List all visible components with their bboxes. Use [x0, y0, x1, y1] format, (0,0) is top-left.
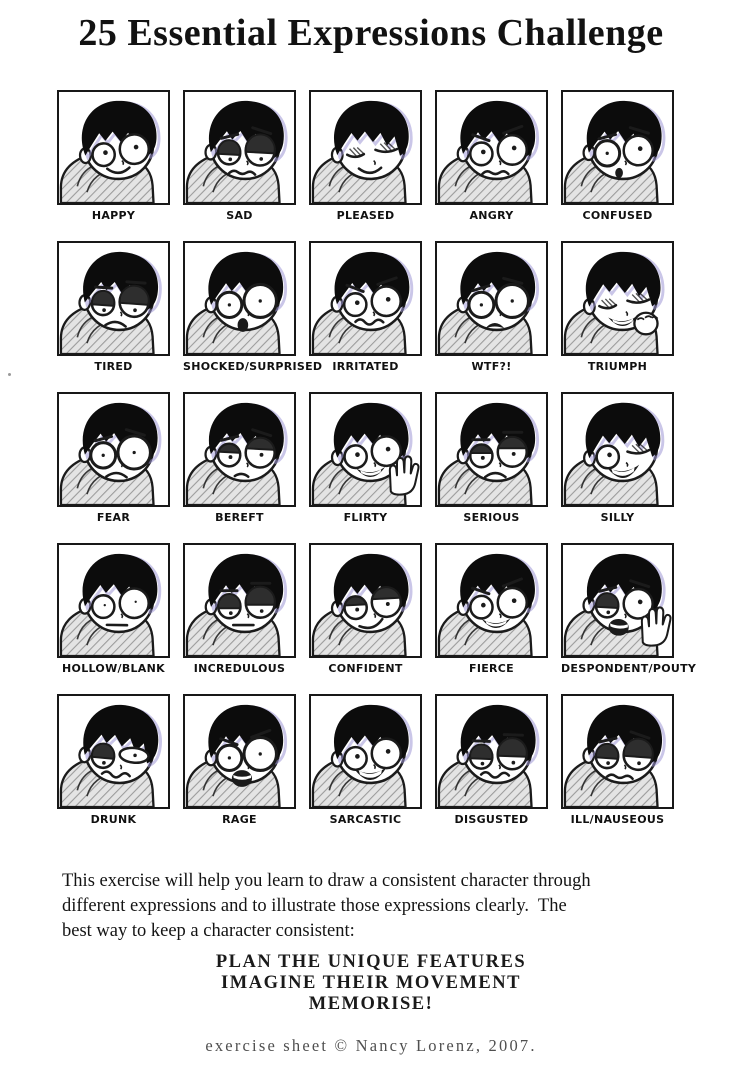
- character-face-drawing: [563, 394, 672, 505]
- expression-drawing-box: [309, 90, 422, 205]
- expression-label: CONFUSED: [582, 209, 653, 222]
- expression-drawing-box: [561, 392, 674, 507]
- expression-label: DESPONDENT/POUTY: [561, 662, 697, 675]
- character-face-drawing: [185, 243, 294, 354]
- expression-label: DISGUSTED: [454, 813, 529, 826]
- character-face-drawing: [563, 545, 672, 656]
- expression-cell: [435, 543, 548, 678]
- expression-drawing-box: [435, 392, 548, 507]
- expression-cell: [561, 241, 674, 376]
- expression-drawing-box: [561, 241, 674, 356]
- character-face-drawing: [311, 545, 420, 656]
- expression-label: PLEASED: [336, 209, 395, 222]
- expression-label: TRIUMPH: [587, 360, 648, 373]
- expression-drawing-box: [57, 694, 170, 809]
- expression-cell: [561, 543, 697, 678]
- expression-label: RAGE: [222, 813, 257, 826]
- expression-cell: [57, 392, 170, 527]
- expression-cell: [435, 392, 548, 527]
- character-face-drawing: [563, 696, 672, 807]
- exercise-description: [62, 869, 591, 944]
- expression-drawing-box: [435, 694, 548, 809]
- expression-drawing-box: [57, 241, 170, 356]
- expression-label: SILLY: [600, 511, 635, 524]
- expression-cell: [57, 241, 170, 376]
- expression-drawing-box: [309, 543, 422, 658]
- expression-drawing-box: [183, 694, 296, 809]
- description-line-3: best way to keep a character consistent:: [62, 920, 355, 941]
- expression-label: HAPPY: [91, 209, 136, 222]
- expression-cell: [309, 241, 422, 376]
- expression-drawing-box: [309, 694, 422, 809]
- expression-cell: [57, 694, 170, 829]
- expression-label: CONFIDENT: [328, 662, 403, 675]
- character-face-drawing: [311, 243, 420, 354]
- character-face-drawing: [437, 696, 546, 807]
- expression-drawing-box: [435, 90, 548, 205]
- expression-cell: [183, 241, 323, 376]
- stray-mark: [8, 373, 11, 376]
- expression-drawing-box: [183, 392, 296, 507]
- character-face-drawing: [563, 243, 672, 354]
- expression-label: INCREDULOUS: [193, 662, 286, 675]
- instruction-line-3: MEMORISE!: [308, 993, 434, 1014]
- expression-grid: [57, 90, 697, 829]
- expression-cell: [309, 694, 422, 829]
- expression-cell: [309, 90, 422, 225]
- expression-drawing-box: [57, 90, 170, 205]
- instruction-line-2: IMAGINE THEIR MOVEMENT: [221, 972, 521, 993]
- description-line-1: This exercise will help you learn to draw a consistent character through: [62, 871, 591, 891]
- expression-drawing-box: [561, 694, 674, 809]
- expression-label: FLIRTY: [343, 511, 388, 524]
- character-face-drawing: [311, 696, 420, 807]
- expression-drawing-box: [183, 90, 296, 205]
- expression-label: SERIOUS: [463, 511, 520, 524]
- expression-label: SARCASTIC: [329, 813, 402, 826]
- expression-cell: [435, 694, 548, 829]
- instruction-lines: [0, 952, 742, 1015]
- character-face-drawing: [185, 394, 294, 505]
- expression-drawing-box: [435, 241, 548, 356]
- expression-drawing-box: [435, 543, 548, 658]
- instruction-line-1: PLAN THE UNIQUE FEATURES: [215, 952, 527, 972]
- description-line-2: different expressions and to illustrate those expressions clearly. The: [62, 895, 567, 916]
- character-face-drawing: [185, 696, 294, 807]
- expression-label: BEREFT: [215, 511, 264, 524]
- character-face-drawing: [185, 545, 294, 656]
- character-face-drawing: [437, 243, 546, 354]
- expression-label: FEAR: [96, 511, 131, 524]
- expression-label: SAD: [226, 209, 253, 222]
- expression-cell: [183, 392, 296, 527]
- character-face-drawing: [563, 92, 672, 203]
- expression-label: ILL/NAUSEOUS: [570, 813, 665, 826]
- expression-label: WTF?!: [471, 360, 512, 373]
- expression-drawing-box: [57, 392, 170, 507]
- expression-cell: [561, 694, 674, 829]
- character-face-drawing: [437, 394, 546, 505]
- character-face-drawing: [59, 545, 168, 656]
- expression-cell: [183, 694, 296, 829]
- character-face-drawing: [437, 545, 546, 656]
- expression-drawing-box: [561, 543, 674, 658]
- expression-cell: [561, 392, 674, 527]
- character-face-drawing: [311, 92, 420, 203]
- copyright-credit: exercise sheet © Nancy Lorenz, 2007.: [205, 1036, 537, 1055]
- character-face-drawing: [59, 243, 168, 354]
- expression-drawing-box: [183, 241, 296, 356]
- expression-label: ANGRY: [469, 209, 514, 222]
- expression-cell: [561, 90, 674, 225]
- expression-drawing-box: [309, 241, 422, 356]
- character-face-drawing: [59, 394, 168, 505]
- expression-label: SHOCKED/SURPRISED: [183, 360, 323, 373]
- expression-drawing-box: [309, 392, 422, 507]
- expression-cell: [435, 90, 548, 225]
- character-face-drawing: [59, 92, 168, 203]
- expression-cell: [309, 543, 422, 678]
- character-face-drawing: [437, 92, 546, 203]
- character-face-drawing: [59, 696, 168, 807]
- expression-label: DRUNK: [90, 813, 137, 826]
- expression-cell: [183, 543, 296, 678]
- expression-cell: [435, 241, 548, 376]
- page-title: 25 Essential Expressions Challenge: [78, 12, 664, 54]
- expression-cell: [57, 543, 170, 678]
- expression-cell: [309, 392, 422, 527]
- character-face-drawing: [311, 394, 420, 505]
- expression-cell: [57, 90, 170, 225]
- expression-label: IRRITATED: [332, 360, 399, 373]
- expression-label: FIERCE: [469, 662, 514, 675]
- expression-label: TIRED: [94, 360, 133, 373]
- expression-cell: [183, 90, 296, 225]
- character-face-drawing: [185, 92, 294, 203]
- expression-drawing-box: [57, 543, 170, 658]
- expression-drawing-box: [183, 543, 296, 658]
- expression-drawing-box: [561, 90, 674, 205]
- expression-label: HOLLOW/BLANK: [62, 662, 165, 675]
